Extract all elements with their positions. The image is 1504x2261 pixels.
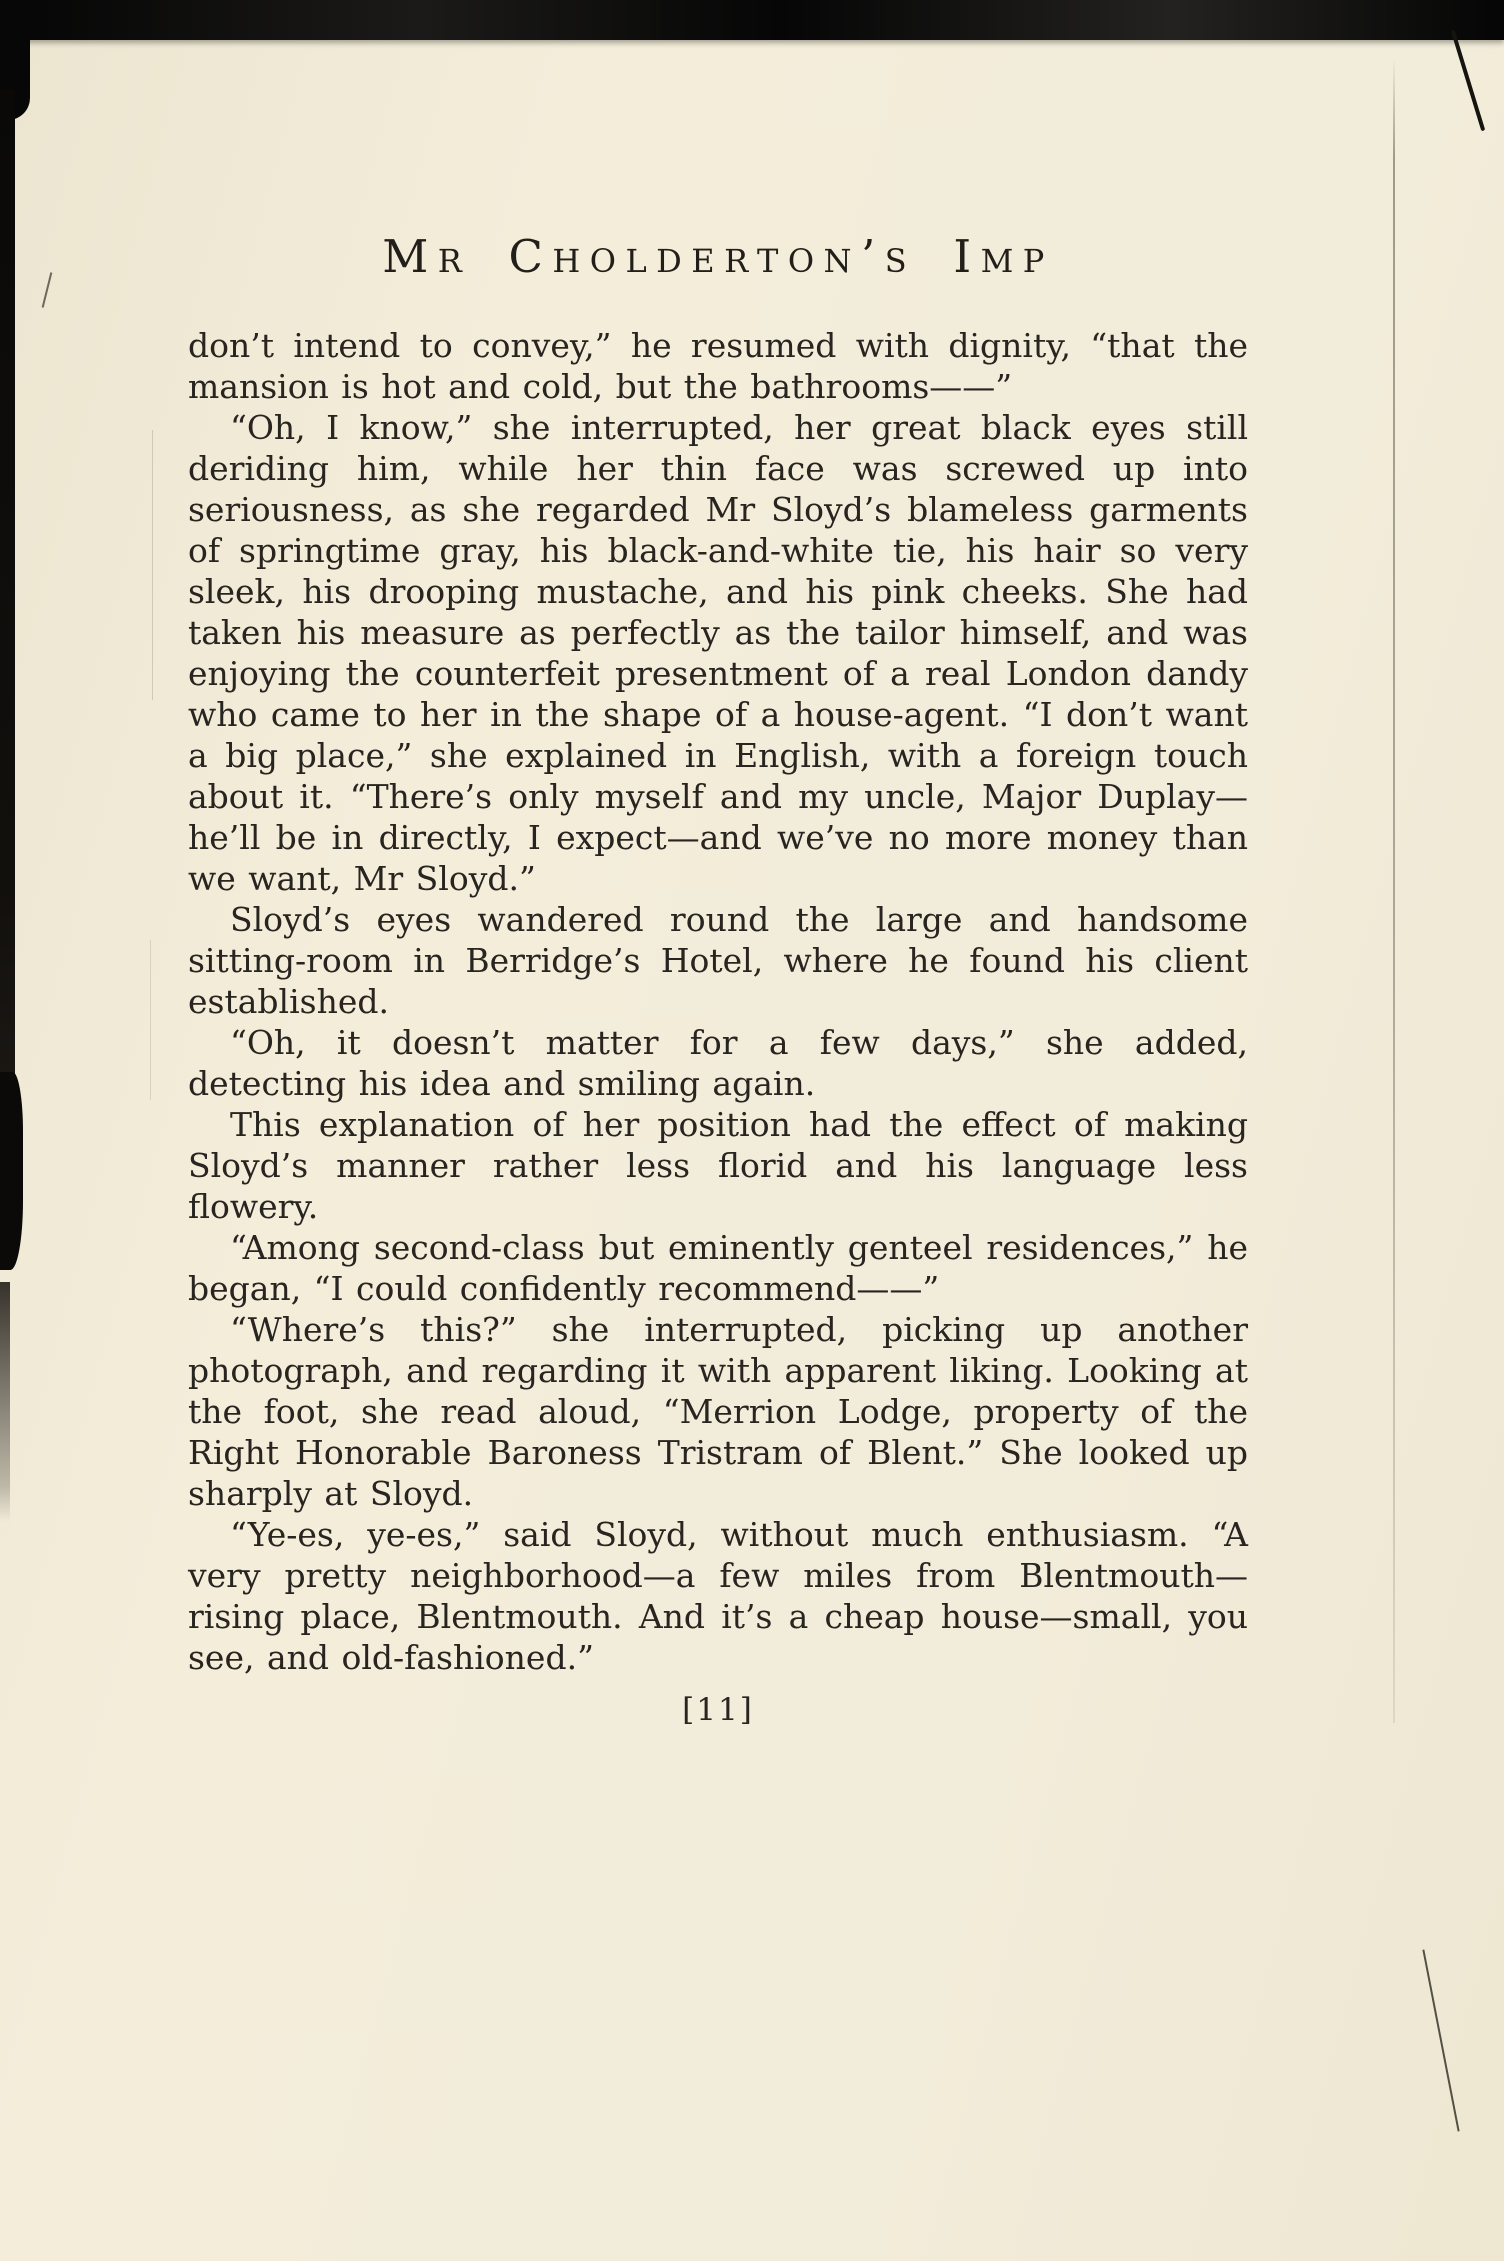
scan-top-edge-artifact [0,0,1504,40]
body-paragraph: Sloyd’s eyes wandered round the large and handsome sitting-room in Berridge’s Hotel, where he found his client established. [188,900,1248,1021]
scan-scratch [150,940,151,1100]
scan-left-edge-artifact [0,1072,23,1270]
body-paragraph: “Oh, it doesn’t matter for a few days,” she added, detecting his idea and smiling again. [188,1023,1248,1103]
body-paragraph: “Ye-es, ye-es,” said Sloyd, without much enthusiasm. “A very pretty neighborhood—a few miles from Blentmouth—rising place, Blentmouth. And it’s a cheap house—small, you see, and old-fashioned.” [188,1515,1248,1677]
body-paragraph: “Oh, I know,” she interrupted, her great black eyes still deriding him, while her thin face was screwed up into seriousness, as she regarded Mr Sloyd’s blameless garments of springtime gray, his black-and-white tie, his hair so very sleek, his drooping mustache, and his pink cheeks. She had taken his measure as perfectly as the tailor himself, and was enjoying the counterfeit presentment of a real London dandy who came to her in the shape of a house-agent. “I don’t want a big place,” she explained in English, with a foreign touch about it. “There’s only myself and my uncle, Major Duplay—he’ll be in directly, I expect—and we’ve no more money than we want, Mr Sloyd.” [188,408,1248,898]
page-body [188,230,1248,1728]
scan-corner-mark [1451,30,1486,132]
body-paragraph: This explanation of her position had the effect of making Sloyd’s manner rather less florid and his language less flowery. [188,1105,1248,1226]
body-paragraph: “Among second-class but eminently genteel residences,” he began, “I could confidently recommend——” [188,1228,1248,1308]
page-edge-line [1393,58,1395,1723]
body-text [188,325,1248,1678]
page-number: [11] [682,1692,754,1728]
page-title: Mr Cholderton’s Imp [382,230,1054,283]
scan-corner-mark [1422,1950,1459,2132]
scan-scratch [152,430,153,700]
body-paragraph: “Where’s this?” she interrupted, picking up another photograph, and regarding it with apparent liking. Looking at the foot, she read aloud, “Merrion Lodge, property of the Right Honorable Baroness Tristram of Blent.” She looked up sharply at Sloyd. [188,1310,1248,1513]
scan-left-edge-artifact [0,90,15,1080]
stray-mark [42,272,53,307]
body-paragraph: don’t intend to convey,” he resumed with dignity, “that the mansion is hot and cold, but the bathrooms——” [188,326,1248,406]
scan-left-edge-artifact [0,1282,10,1522]
